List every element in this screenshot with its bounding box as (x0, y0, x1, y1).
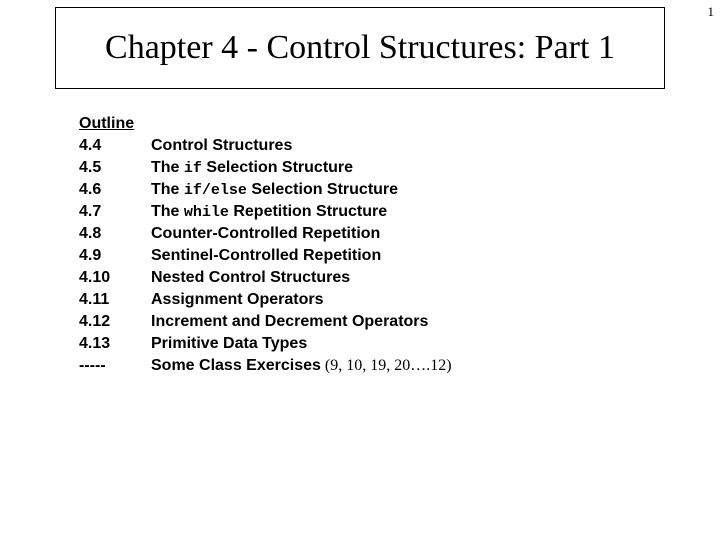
code-keyword: if (183, 160, 202, 177)
code-keyword: while (183, 204, 229, 221)
section-title: Control Structures (151, 137, 293, 154)
outline-item (79, 223, 452, 245)
outline-item (79, 157, 452, 179)
outline-item (79, 333, 452, 355)
section-title (151, 179, 398, 201)
title-box (55, 7, 665, 89)
section-title (151, 355, 452, 377)
section-number: 4.13 (79, 335, 111, 352)
outline-item (79, 179, 452, 201)
outline-item (79, 135, 452, 157)
section-number: 4.9 (79, 247, 102, 264)
section-title-suffix: Selection Structure (246, 181, 399, 198)
section-number: 4.7 (79, 203, 102, 220)
section-title-suffix: Repetition Structure (228, 203, 388, 220)
code-keyword: if/else (183, 182, 247, 199)
section-title-prefix: The (151, 203, 184, 220)
section-title: Nested Control Structures (151, 269, 351, 286)
outline-item (79, 289, 452, 311)
section-title-suffix: Selection Structure (201, 159, 354, 176)
page-number: 1 (707, 4, 714, 19)
section-number: 4.11 (79, 291, 110, 308)
section-title: Sentinel-Controlled Repetition (151, 247, 382, 264)
outline-item (79, 245, 452, 267)
section-title-prefix: The (151, 181, 184, 198)
outline (79, 113, 452, 377)
outline-item (79, 267, 452, 289)
outline-item (79, 311, 452, 333)
exercise-list: (9, 10, 19, 20….12) (320, 357, 452, 374)
section-number: 4.4 (79, 137, 102, 154)
section-number: 4.10 (79, 269, 111, 286)
section-number: 4.6 (79, 181, 102, 198)
section-number: ----- (79, 357, 106, 374)
section-title (151, 201, 387, 223)
section-title: Counter-Controlled Repetition (151, 225, 381, 242)
section-title-text: Some Class Exercises (151, 357, 321, 374)
section-title: Assignment Operators (151, 291, 324, 308)
section-title: Increment and Decrement Operators (151, 313, 429, 330)
section-number: 4.5 (79, 159, 102, 176)
outline-item (79, 201, 452, 223)
slide-title: Chapter 4 - Control Structures: Part 1 (105, 29, 615, 66)
section-number: 4.8 (79, 225, 102, 242)
section-title-prefix: The (151, 159, 184, 176)
section-number: 4.12 (79, 313, 111, 330)
section-title (151, 157, 353, 179)
section-title: Primitive Data Types (151, 335, 308, 352)
outline-heading: Outline (79, 115, 135, 132)
outline-item (79, 355, 452, 377)
